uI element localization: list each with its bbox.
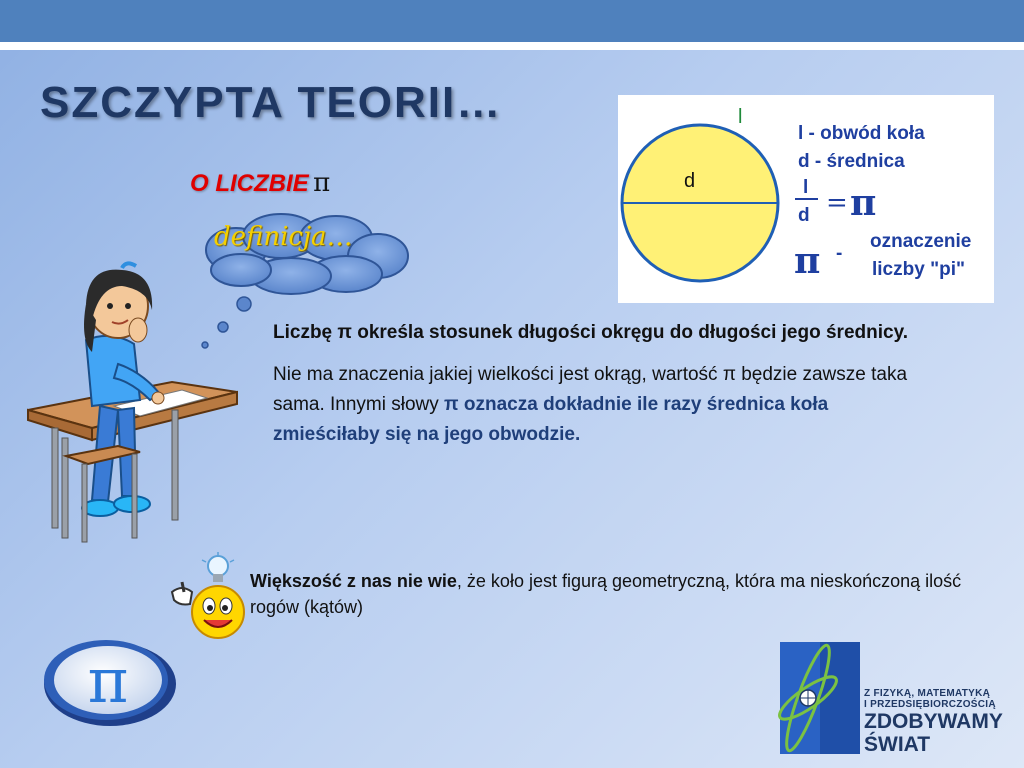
project-logo-icon (770, 620, 870, 760)
diameter-label: d (684, 170, 696, 192)
pi-logo-icon (38, 630, 178, 730)
top-bar (0, 0, 1024, 42)
slide-title: SZCZYPTA TEORII… (40, 78, 503, 127)
brand-line-1: Z FIZYKĄ, MATEMATYKĄ (864, 688, 991, 699)
legend-diameter: d - średnica (798, 151, 905, 172)
brand-line-3: ZDOBYWAMY (864, 710, 1003, 733)
equals-sign: = (826, 188, 848, 218)
brand-text (864, 688, 1003, 756)
legend-pi-line1: oznaczenie (870, 231, 972, 252)
subtitle-pi-symbol: π (313, 168, 331, 198)
explanation-paragraph (273, 360, 933, 450)
fraction-denominator: d (798, 205, 810, 226)
main-content (273, 318, 933, 450)
fraction-numerator: l (803, 177, 809, 198)
smiley-lightbulb-icon (168, 552, 248, 646)
legend-circumference: l - obwód koła (798, 123, 925, 144)
circumference-label: l (738, 106, 743, 128)
legend-pi-line2: liczby "pi" (872, 259, 965, 280)
subtitle-text: O LICZBIE (190, 170, 309, 197)
explanation-emphasis: π oznacza dokładnie ile razy średnica koła zmieściłaby się na jego obwodzie. (273, 394, 829, 445)
fun-fact-note (250, 568, 1010, 620)
cloud-label: definicja… (214, 222, 353, 252)
note-bold: Większość z nas nie wie (250, 571, 457, 591)
pi-diagram (618, 95, 994, 303)
pi-symbol-2: π (794, 240, 821, 282)
pi-symbol: π (850, 182, 877, 224)
girl-at-desk-icon (22, 260, 252, 552)
explanation-text: Nie ma znaczenia jakiej wielkości jest okrąg, wartość π będzie zawsze taka sama. Innymi słowy (273, 364, 908, 415)
note-rest: , że koło jest figurą geometryczną, która ma nieskończoną ilość rogów (kątów) (250, 571, 962, 617)
brand-line-4: ŚWIAT (864, 733, 931, 756)
definition-text: Liczbę π określa stosunek długości okręgu do długości jego średnicy. (273, 322, 909, 343)
pi-logo-symbol: π (87, 644, 129, 717)
brand-line-2: I PRZEDSIĘBIORCZOŚCIĄ (864, 699, 996, 710)
legend-dash: - (836, 243, 843, 264)
top-divider (0, 42, 1024, 50)
slide-subtitle (190, 168, 330, 198)
